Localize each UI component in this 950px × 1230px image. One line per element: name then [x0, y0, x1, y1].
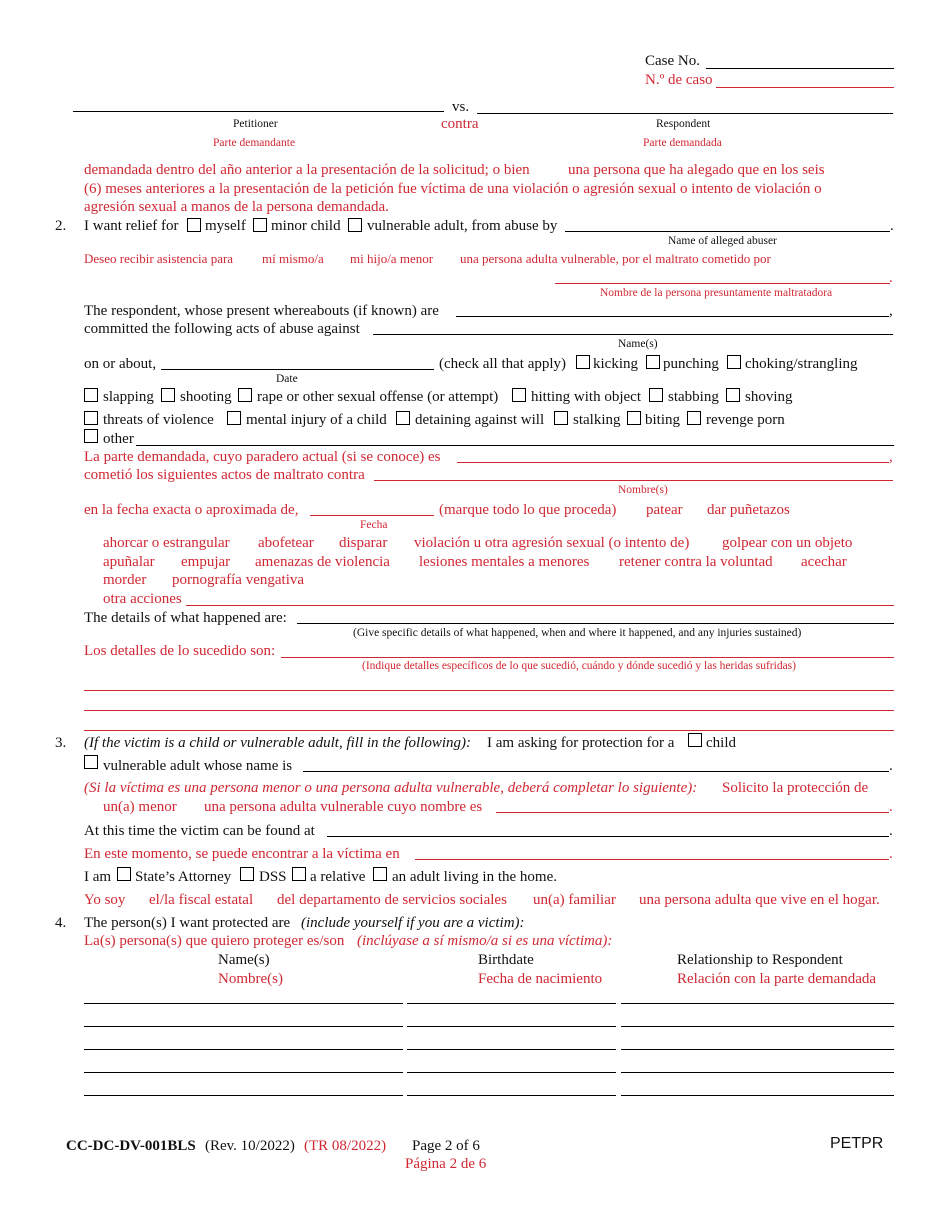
hitting-object-checkbox[interactable]	[512, 388, 526, 402]
i-am-label-es: Yo soy	[84, 892, 126, 908]
col-name-header-es: Nombre(s)	[218, 971, 283, 987]
period-es: .	[889, 799, 893, 815]
vulnerable-adult-checkbox[interactable]	[84, 755, 98, 769]
case-no-field-es	[716, 87, 894, 88]
act-label: detaining against will	[415, 412, 545, 428]
form-id: CC-DC-DV-001BLS	[66, 1138, 196, 1154]
vulnerable-adult-label-es: una persona adulta vulnerable, por el maltrato cometido por	[460, 251, 771, 266]
act-label: mental injury of a child	[246, 412, 387, 428]
details-field[interactable]	[297, 623, 894, 624]
protection-label: I am asking for protection for a	[487, 735, 675, 751]
details-caption: (Give specific details of what happened, when and where it happened, and any injuries sustained)	[353, 627, 802, 639]
stabbing-checkbox[interactable]	[649, 388, 663, 402]
section-3-number: 3.	[55, 735, 67, 751]
protected-label-es: La(s) persona(s) que quiero proteger es/son	[84, 933, 345, 949]
act-label-es: dar puñetazos	[707, 502, 790, 518]
act-label: shoving	[745, 389, 793, 405]
shooting-checkbox[interactable]	[161, 388, 175, 402]
birthdate-field[interactable]	[407, 1095, 616, 1096]
date-caption: Date	[276, 373, 298, 385]
relationship-field[interactable]	[621, 1003, 894, 1004]
abuser-caption-es: Nombre de la persona presuntamente maltratadora	[600, 287, 833, 299]
act-label-es: golpear con un objeto	[722, 535, 853, 551]
on-about-label-es: en la fecha exacta o aproximada de,	[84, 502, 299, 518]
act-label: biting	[645, 412, 681, 428]
act-label-es: patear	[646, 502, 683, 518]
adult-home-checkbox[interactable]	[373, 867, 387, 881]
col-birthdate-header: Birthdate	[478, 952, 534, 968]
act-label: rape or other sexual offense (or attempt)	[257, 389, 499, 405]
act-label: stalking	[573, 412, 621, 428]
victims-field-es	[374, 480, 893, 481]
shoving-checkbox[interactable]	[726, 388, 740, 402]
case-no-label-es: N.º de caso	[645, 72, 713, 88]
minor-child-checkbox[interactable]	[253, 218, 267, 232]
act-label-es: retener contra la voluntad	[619, 554, 773, 570]
abuser-name-field[interactable]	[565, 231, 890, 232]
biting-checkbox[interactable]	[627, 411, 641, 425]
revenge-porn-checkbox[interactable]	[687, 411, 701, 425]
other-checkbox[interactable]	[84, 429, 98, 443]
other-field-es	[186, 605, 894, 606]
date-field[interactable]	[161, 369, 434, 370]
respondent-field[interactable]	[477, 113, 893, 114]
vulnerable-name-label-es: una persona adulta vulnerable cuyo nombre es	[204, 799, 483, 815]
form-code: PETPR	[830, 1135, 884, 1152]
on-about-label: on or about,	[84, 356, 157, 372]
period-es: .	[889, 846, 893, 862]
vulnerable-name-field-es	[496, 812, 889, 813]
dss-checkbox[interactable]	[240, 867, 254, 881]
comma: ,	[889, 303, 893, 319]
child-checkbox[interactable]	[688, 733, 702, 747]
mental-injury-checkbox[interactable]	[227, 411, 241, 425]
intro-es-line2: (6) meses anteriores a la presentación de la petición fue víctima de una violación o agresión sexual o intento de violación o	[84, 181, 822, 197]
myself-checkbox[interactable]	[187, 218, 201, 232]
protected-instruction: (include yourself if you are a victim):	[301, 915, 525, 931]
act-label-es: acechar	[801, 554, 847, 570]
details-line	[84, 690, 894, 691]
states-attorney-label-es: el/la fiscal estatal	[149, 892, 254, 908]
col-relationship-header: Relationship to Respondent	[677, 952, 843, 968]
victim-instruction-es: (Si la víctima es una persona menor o una persona adulta vulnerable, deberá completar lo siguiente):	[84, 780, 698, 796]
col-relationship-header-es: Relación con la parte demandada	[677, 971, 877, 987]
committed-label: committed the following acts of abuse against	[84, 321, 360, 337]
victim-instruction: (If the victim is a child or vulnerable adult, fill in the following):	[84, 735, 472, 751]
act-label-es: abofetear	[258, 535, 314, 551]
kicking-checkbox[interactable]	[576, 355, 590, 369]
act-label: shooting	[180, 389, 232, 405]
vs-label-es: contra	[441, 116, 479, 132]
details-label: The details of what happened are:	[84, 610, 287, 626]
whereabouts-field[interactable]	[456, 316, 889, 317]
name-field[interactable]	[84, 1026, 403, 1027]
page-number-es: Página 2 de 6	[405, 1156, 487, 1172]
period: .	[889, 758, 893, 774]
found-at-field-es	[415, 859, 889, 860]
col-birthdate-header-es: Fecha de nacimiento	[478, 971, 603, 987]
date-field-es	[310, 515, 434, 516]
relationship-field[interactable]	[621, 1072, 894, 1073]
act-label-es: lesiones mentales a menores	[419, 554, 590, 570]
act-label: revenge porn	[706, 412, 785, 428]
relief-label: I want relief for	[84, 218, 179, 234]
threats-checkbox[interactable]	[84, 411, 98, 425]
translation-revision: (TR 08/2022)	[304, 1138, 387, 1154]
child-label: child	[706, 735, 736, 751]
respondent-caption: Respondent	[656, 118, 711, 130]
vulnerable-adult-checkbox[interactable]	[348, 218, 362, 232]
act-label: choking/strangling	[745, 356, 858, 372]
details-line	[84, 710, 894, 711]
vs-label: vs.	[452, 99, 470, 115]
name-field[interactable]	[84, 1003, 403, 1004]
whereabouts-label: The respondent, whose present whereabouts (if known) are	[84, 303, 439, 319]
act-label-es: amenazas de violencia	[255, 554, 390, 570]
relief-label-es: Deseo recibir asistencia para	[84, 251, 234, 266]
act-label-es: violación u otra agresión sexual (o intento de)	[414, 535, 690, 551]
form-revision: (Rev. 10/2022)	[205, 1138, 295, 1154]
myself-label: myself	[205, 218, 246, 234]
states-attorney-label: State’s Attorney	[135, 869, 232, 885]
names-caption-es: Nombre(s)	[618, 484, 668, 496]
act-label: stabbing	[668, 389, 719, 405]
vulnerable-adult-label: vulnerable adult, from abuse by	[367, 218, 558, 234]
dss-label-es: del departamento de servicios sociales	[277, 892, 507, 908]
abuser-caption: Name of alleged abuser	[668, 235, 777, 247]
page-number: Page 2 of 6	[412, 1138, 480, 1154]
act-label-es: disparar	[339, 535, 388, 551]
detaining-checkbox[interactable]	[396, 411, 410, 425]
col-name-header: Name(s)	[218, 952, 270, 968]
relative-checkbox[interactable]	[292, 867, 306, 881]
vulnerable-name-field[interactable]	[303, 771, 889, 772]
punching-checkbox[interactable]	[646, 355, 660, 369]
states-attorney-checkbox[interactable]	[117, 867, 131, 881]
act-label: punching	[663, 356, 719, 372]
period: .	[889, 823, 893, 839]
check-all-label: (check all that apply)	[439, 356, 567, 372]
found-at-label-es: En este momento, se puede encontrar a la víctima en	[84, 846, 400, 862]
i-am-label: I am	[84, 869, 112, 885]
dss-label: DSS	[259, 869, 287, 885]
birthdate-field[interactable]	[407, 1049, 616, 1050]
myself-label-es: mí mismo/a	[262, 251, 324, 266]
period-es: .	[889, 270, 893, 286]
protected-label: The person(s) I want protected are	[84, 915, 291, 931]
slapping-checkbox[interactable]	[84, 388, 98, 402]
adult-home-label-es: una persona adulta que vive en el hogar.	[639, 892, 880, 908]
details-caption-es: (Indique detalles específicos de lo que sucedió, cuándo y dónde sucedió y las heridas sufridas)	[362, 660, 796, 672]
names-caption: Name(s)	[618, 338, 658, 350]
name-field[interactable]	[84, 1049, 403, 1050]
found-at-field[interactable]	[327, 836, 889, 837]
birthdate-field[interactable]	[407, 1003, 616, 1004]
choking-checkbox[interactable]	[727, 355, 741, 369]
act-label-es: morder	[103, 572, 147, 588]
act-label-es: apuñalar	[103, 554, 155, 570]
stalking-checkbox[interactable]	[554, 411, 568, 425]
rape-checkbox[interactable]	[238, 388, 252, 402]
act-label-es: pornografía vengativa	[172, 572, 305, 588]
victims-field[interactable]	[373, 334, 893, 335]
protected-instruction-es: (inclúyase a sí mismo/a si es una víctima):	[357, 933, 613, 949]
relative-label: a relative	[310, 869, 366, 885]
name-field[interactable]	[84, 1095, 403, 1096]
committed-label-es: cometió los siguientes actos de maltrato contra	[84, 467, 365, 483]
relationship-field[interactable]	[621, 1049, 894, 1050]
intro-es-line1a: demandada dentro del año anterior a la presentación de la solicitud; o bien	[84, 162, 530, 178]
petitioner-caption-es: Parte demandante	[213, 137, 296, 149]
details-label-es: Los detalles de lo sucedido son:	[84, 643, 276, 659]
abuser-name-field-es	[555, 283, 890, 284]
section-2-number: 2.	[55, 218, 67, 234]
act-label: other	[103, 431, 134, 447]
section-4-number: 4.	[55, 915, 67, 931]
act-label-es: empujar	[181, 554, 231, 570]
whereabouts-label-es: La parte demandada, cuyo paradero actual (si se conoce) es	[84, 449, 441, 465]
name-field[interactable]	[84, 1072, 403, 1073]
date-caption-es: Fecha	[360, 519, 388, 531]
minor-child-label-es: mi hijo/a menor	[350, 251, 434, 266]
petitioner-field[interactable]	[73, 111, 444, 112]
check-all-label-es: (marque todo lo que proceda)	[439, 502, 617, 518]
relationship-field[interactable]	[621, 1026, 894, 1027]
intro-es-line3: agresión sexual a manos de la persona demandada.	[84, 199, 389, 215]
case-no-label: Case No.	[645, 53, 700, 69]
minor-child-label: minor child	[271, 218, 341, 234]
comma-es: ,	[889, 449, 893, 465]
birthdate-field[interactable]	[407, 1072, 616, 1073]
intro-es-line1b: una persona que ha alegado que en los seis	[568, 162, 825, 178]
protection-label-es: Solicito la protección de	[722, 780, 869, 796]
child-label-es: un(a) menor	[103, 799, 177, 815]
act-label: hitting with object	[531, 389, 641, 405]
found-at-label: At this time the victim can be found at	[84, 823, 315, 839]
details-line	[84, 730, 894, 731]
birthdate-field[interactable]	[407, 1026, 616, 1027]
period: .	[890, 218, 894, 234]
vulnerable-name-label: vulnerable adult whose name is	[103, 758, 293, 774]
case-no-field[interactable]	[706, 68, 894, 69]
act-label: slapping	[103, 389, 154, 405]
petitioner-caption: Petitioner	[233, 118, 278, 130]
act-label: threats of violence	[103, 412, 214, 428]
respondent-caption-es: Parte demandada	[643, 137, 722, 149]
relationship-field[interactable]	[621, 1095, 894, 1096]
relative-label-es: un(a) familiar	[533, 892, 616, 908]
other-field[interactable]	[136, 445, 894, 446]
details-field-es	[281, 657, 894, 658]
whereabouts-field-es	[457, 462, 889, 463]
act-label: kicking	[593, 356, 638, 372]
adult-home-label: an adult living in the home.	[392, 869, 557, 885]
act-label-es: otra acciones	[103, 591, 182, 607]
act-label-es: ahorcar o estrangular	[103, 535, 230, 551]
